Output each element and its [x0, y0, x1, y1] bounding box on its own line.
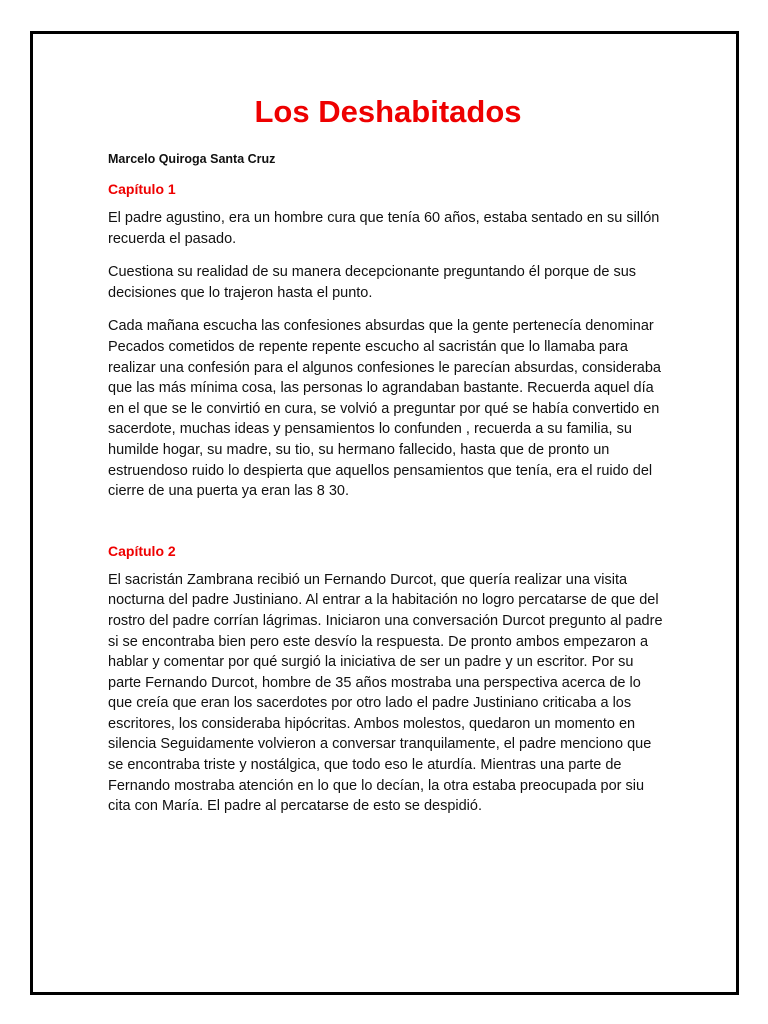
- paragraph: El sacristán Zambrana recibió un Fernando Durcot, que quería realizar una visita nocturna del padre Justiniano. Al entrar a la habitación no logro percatarse de que del rostro del padre corrían lágrimas. Iniciaron una conversación Durcot pregunto al padre si se encontraba bien pero este desvío la respuesta. De pronto ambos empezaron a hablar y comentar por qué surgió la iniciativa de ser un padre y un escritor. Por su parte Fernando Durcot, hombre de 35 años mostraba una perspectiva acerca de lo que creía que eran los sacerdotes por otro lado el padre Justiniano criticaba a los escritores, los consideraba hipócritas. Ambos molestos, quedaron un momento en silencia Seguidamente volvieron a conversar tranquilamente, el padre menciono que se encontraba triste y nostálgica, que todo eso le aturdía. Mientras una parte de Fernando mostraba atención en lo que lo decían, la otra estaba preocupada por siu cita con María. El padre al percatarse de esto se despidió.: [108, 571, 663, 815]
- document-author: Marcelo Quiroga Santa Cruz: [108, 152, 276, 166]
- paragraph: El padre agustino, era un hombre cura que tenía 60 años, estaba sentado en su sillón recuerda el pasado.: [108, 210, 660, 247]
- paragraph: Cada mañana escucha las confesiones absurdas que la gente pertenecía denominar Pecados cometidos de repente repente escucho al sacristán que lo llamaba para realizar una confesión para el algunos confesiones le parecían absurdas, consideraba que las más mínima cosa, las personas lo agrandaban bastante. Recuerda aquel día en el que se le convirtió en cura, se volvió a preguntar por qué se había convertido en sacerdote, muchas ideas y pensamientos lo confunden , recuerda a su familia, su humilde hogar, su madre, su tio, su hermano fallecido, hasta que de pronto un estruendoso ruido lo despierta que aquellos pensamientos que tenía, era el ruido del cierre de una puerta ya eran las 8 30.: [108, 318, 661, 500]
- document-title: Los Deshabitados: [254, 94, 522, 129]
- document-page: [30, 31, 739, 995]
- chapter-1: [108, 180, 668, 502]
- document-content: [108, 92, 668, 830]
- chapter-heading: Capítulo 2: [108, 542, 176, 559]
- chapter-heading: Capítulo 1: [108, 181, 176, 197]
- chapter-2: [108, 542, 668, 817]
- paragraph: Cuestiona su realidad de su manera decepcionante preguntando él porque de sus decisiones que lo trajeron hasta el punto.: [108, 264, 637, 301]
